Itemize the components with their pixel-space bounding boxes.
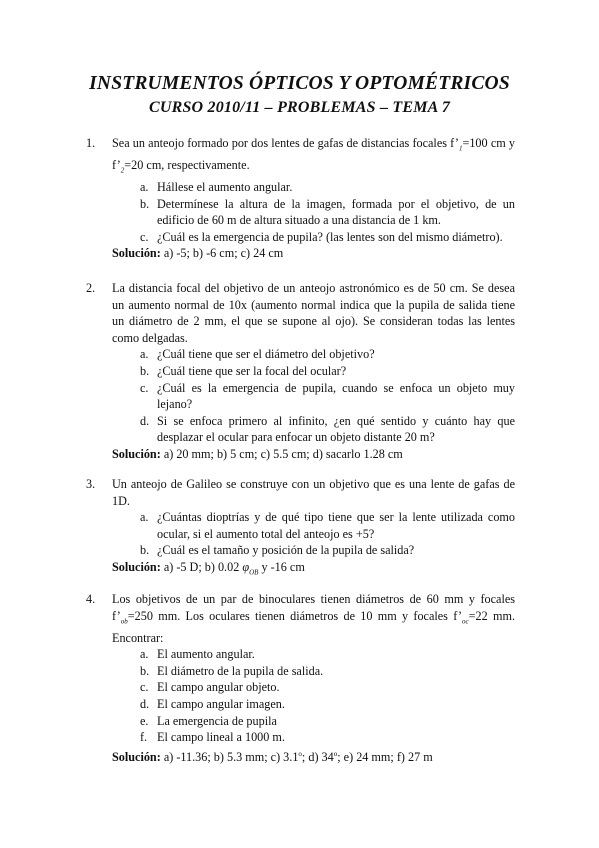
solution-text: a) -5; b) -6 cm; c) 24 cm (160, 246, 284, 261)
solution-line (112, 446, 515, 463)
solution-line (112, 245, 515, 262)
problem-statement (112, 591, 515, 646)
statement-text: Sea un anteojo formado por dos lentes de gafas de distancias focales f’ (112, 136, 459, 150)
subscript: 2 (120, 166, 125, 175)
page-subtitle: CURSO 2010/11 – PROBLEMAS – TEMA 7 (148, 99, 451, 116)
problem-number: 4. (86, 592, 96, 606)
problem-body (112, 280, 515, 463)
solution-text: y -16 cm (258, 559, 305, 574)
sub-question (128, 413, 515, 446)
solution-text: ; e) 24 mm; f) 27 m (337, 749, 433, 764)
sub-question (128, 346, 515, 363)
sub-question (128, 729, 515, 746)
sub-question-letter: b. (140, 363, 150, 378)
sub-question-letter: c. (140, 229, 149, 244)
problem-body (112, 591, 515, 765)
sub-question-letter: a. (140, 180, 149, 195)
subscript: oc (462, 617, 469, 626)
sub-question (128, 713, 515, 730)
sub-question-list (112, 346, 515, 446)
statement-text: =100 cm y f’ (112, 136, 515, 173)
problem-body (112, 476, 515, 581)
sub-question-letter: d. (140, 697, 150, 711)
sub-question-text: La emergencia de pupila (157, 713, 277, 728)
sub-question-text: El campo lineal a 1000 m. (157, 730, 285, 745)
sub-question (128, 696, 515, 713)
sub-question-letter: b. (140, 663, 150, 678)
statement-text: =20 cm, respectivamente. (124, 158, 250, 173)
solution-label: Solución: (112, 559, 161, 574)
sub-question-letter: b. (140, 543, 150, 558)
sub-question (128, 509, 515, 542)
solution-line (112, 746, 515, 766)
subscript: OB (249, 568, 259, 577)
solution-label: Solución: (112, 446, 161, 461)
sub-question (128, 229, 515, 246)
sub-question (128, 542, 515, 559)
solution-text: ; d) 34 (301, 749, 334, 764)
sub-question (128, 196, 515, 229)
statement-text: =22 mm. Encontrar: (112, 608, 515, 645)
sub-question-letter: c. (140, 380, 149, 395)
sub-question-text: ¿Cuál es la emergencia de pupila? (las lentes son del mismo diámetro). (157, 229, 503, 244)
sub-question-text: ¿Cuál es el tamaño y posición de la pupila de salida? (157, 543, 415, 558)
solution-label: Solución: (112, 749, 161, 764)
sub-question (128, 179, 515, 196)
sub-question-letter: a. (140, 347, 149, 362)
sub-question (128, 380, 515, 413)
sub-question-list (112, 179, 515, 245)
sub-question-text: ¿Cuántas dioptrías y de qué tipo tiene que ser la lente utilizada como ocular, si el aumento total del anteojo es +5? (157, 510, 515, 541)
phi-symbol: φ (242, 559, 250, 574)
sub-question-text: ¿Cuál es la emergencia de pupila, cuando se enfoca un objeto muy lejano? (157, 380, 515, 412)
degree-symbol: o (333, 749, 338, 758)
sub-question-letter: e. (140, 713, 149, 728)
degree-symbol: o (298, 749, 302, 758)
sub-question (128, 679, 515, 696)
sub-question-list (112, 509, 515, 559)
sub-question-text: ¿Cuál tiene que ser el diámetro del objetivo? (157, 347, 375, 362)
sub-question (128, 646, 515, 663)
subscript: 1 (458, 144, 463, 153)
sub-question-letter: f. (140, 730, 148, 745)
problem-number: 2. (86, 281, 96, 295)
sub-question-text: El campo angular imagen. (157, 697, 285, 711)
sub-question-letter: b. (140, 196, 150, 211)
sub-question-text: Hállese el aumento angular. (157, 180, 293, 195)
problem-statement: La distancia focal del objetivo de un anteojo astronómico es de 50 cm. Se desea un aumento normal de 10x (aumento normal indica que la pupila de salida tiene un diámetro de 2 mm, el que se supone al ojo). Se consideran todas las lentes como delgadas. (112, 281, 515, 345)
page-title: INSTRUMENTOS ÓPTICOS Y OPTOMÉTRICOS (89, 73, 510, 94)
statement-text: =250 mm. Los oculares tienen diámetros de 10 mm y focales f’ (127, 608, 463, 623)
sub-question-letter: a. (140, 647, 149, 662)
solution-text: a) -5 D; b) 0.02 (160, 559, 243, 574)
sub-question-text: Determínese la altura de la imagen, formada por el objetivo, de un edificio de 60 m de altura situado a una distancia de 1 km. (157, 196, 515, 228)
sub-question-text: El diámetro de la pupila de salida. (157, 663, 324, 678)
statement-text: Los objetivos de un par de binoculares tienen diámetros de 60 mm y focales f’ (112, 592, 515, 623)
sub-question-letter: d. (140, 413, 150, 428)
sub-question-text: El aumento angular. (157, 647, 255, 662)
sub-question (128, 363, 515, 380)
subscript: ob (120, 617, 128, 626)
solution-label: Solución: (112, 246, 161, 261)
sub-question-text: Si se enfoca primero al infinito, ¿en qué sentido y cuánto hay que desplazar el ocular para enfocar un objeto distante 20 m? (157, 413, 515, 445)
sub-question-text: ¿Cuál tiene que ser la focal del ocular? (157, 363, 347, 378)
solution-text: a) -11.36; b) 5.3 mm; c) 3.1 (160, 749, 299, 764)
sub-question-letter: c. (140, 680, 149, 695)
sub-question (128, 663, 515, 680)
problem-statement (112, 135, 515, 179)
sub-question-text: El campo angular objeto. (157, 680, 280, 695)
sub-question-letter: a. (140, 510, 149, 525)
problem-number: 1. (86, 136, 96, 150)
problem-body (112, 135, 515, 262)
problem-number: 3. (86, 477, 96, 491)
sub-question-list (112, 646, 515, 746)
solution-text: a) 20 mm; b) 5 cm; c) 5.5 cm; d) sacarlo 1.28 cm (160, 446, 403, 461)
solution-line (112, 559, 515, 581)
problem-statement: Un anteojo de Galileo se construye con un objetivo que es una lente de gafas de 1D. (112, 477, 515, 508)
